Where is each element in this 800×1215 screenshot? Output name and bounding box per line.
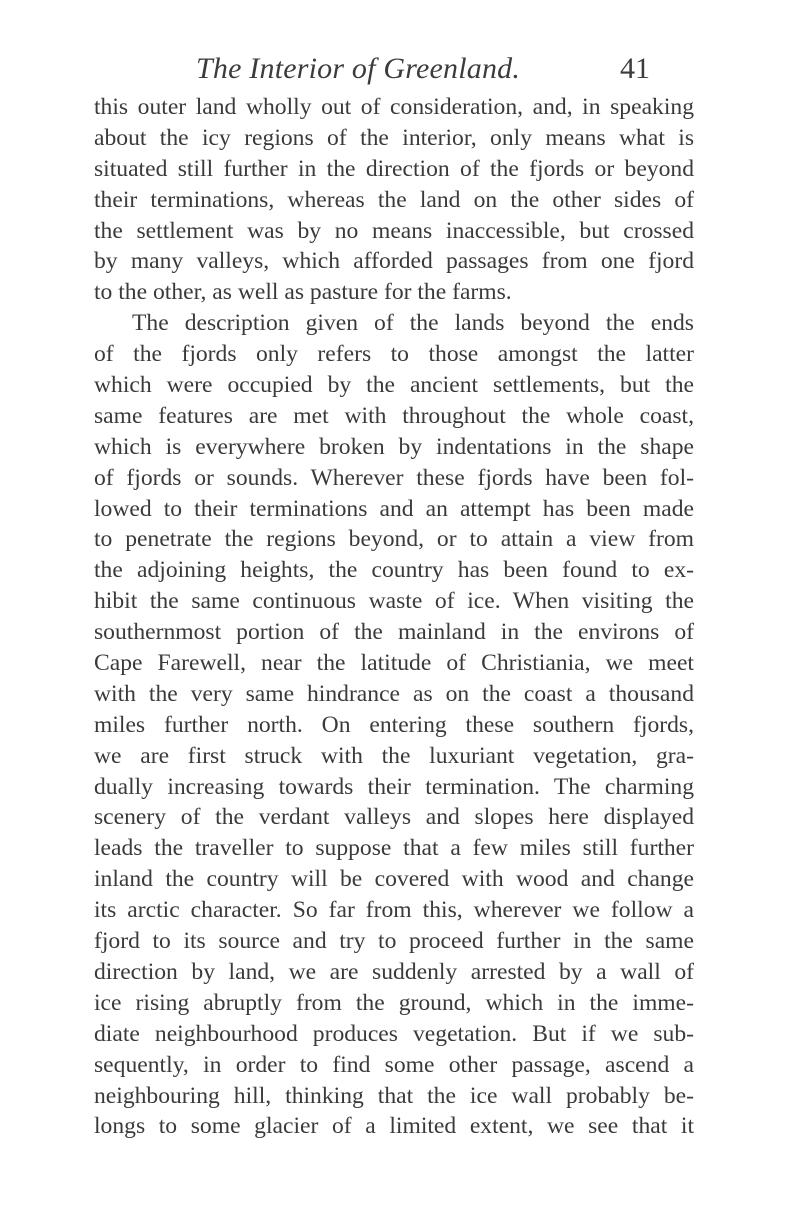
text-line: lowed to their terminations and an attempt has been made xyxy=(94,495,694,522)
text-line: leads the traveller to suppose that a few miles still further xyxy=(94,835,694,862)
text-line: the settlement was by no means inaccessible, but crossed xyxy=(94,217,694,244)
text-line: southernmost portion of the mainland in the environs of xyxy=(94,619,694,646)
text-line: its arctic character. So far from this, wherever we follow a xyxy=(94,897,694,924)
text-line: miles further north. On entering these southern fjords, xyxy=(94,711,694,738)
text-line: ice rising abruptly from the ground, which in the imme- xyxy=(94,989,694,1016)
text-line: with the very same hindrance as on the coast a thousand xyxy=(94,680,694,707)
text-line: direction by land, we are suddenly arrested by a wall of xyxy=(94,958,694,985)
text-line: by many valleys, which afforded passages from one fjord xyxy=(94,248,694,275)
page-number: 41 xyxy=(620,52,650,85)
body-text xyxy=(94,92,694,1142)
text-line: hibit the same continuous waste of ice. When visiting the xyxy=(94,588,694,615)
text-line: this outer land wholly out of consideration, and, in speaking xyxy=(94,94,694,120)
text-line: we are first struck with the luxuriant vegetation, gra- xyxy=(94,742,694,769)
text-line: to penetrate the regions beyond, or to attain a view from xyxy=(94,526,694,553)
text-line: of the fjords only refers to those amongst the latter xyxy=(94,341,694,368)
text-line: which is everywhere broken by indentations in the shape xyxy=(94,433,694,460)
text-line: diate neighbourhood produces vegetation. But if we sub- xyxy=(94,1020,694,1047)
text-line: inland the country will be covered with wood and change xyxy=(94,866,694,893)
text-line: Cape Farewell, near the latitude of Christiania, we meet xyxy=(94,650,694,677)
text-line: fjord to its source and try to proceed further in the same xyxy=(94,928,694,955)
text-line: the adjoining heights, the country has been found to ex- xyxy=(94,557,694,584)
text-line: to the other, as well as pasture for the farms. xyxy=(94,279,512,306)
text-line: same features are met with throughout the whole coast, xyxy=(94,402,694,429)
text-line: sequently, in order to find some other passage, ascend a xyxy=(94,1051,694,1078)
text-line: The description given of the lands beyond the ends xyxy=(132,310,694,337)
text-line: neighbouring hill, thinking that the ice wall probably be- xyxy=(94,1082,694,1109)
text-line: dually increasing towards their termination. The charming xyxy=(94,773,694,800)
running-title: The Interior of Greenland. xyxy=(196,52,521,85)
text-line: situated still further in the direction of the fjords or beyond xyxy=(94,155,694,182)
text-line: longs to some glacier of a limited extent, we see that it xyxy=(94,1113,694,1140)
page-header xyxy=(0,52,800,92)
text-line: scenery of the verdant valleys and slopes here displayed xyxy=(94,804,694,831)
text-line: their terminations, whereas the land on the other sides of xyxy=(94,186,694,213)
text-line: of fjords or sounds. Wherever these fjords have been fol- xyxy=(94,464,694,491)
text-line: which were occupied by the ancient settlements, but the xyxy=(94,372,694,399)
text-line: about the icy regions of the interior, only means what is xyxy=(94,124,694,151)
